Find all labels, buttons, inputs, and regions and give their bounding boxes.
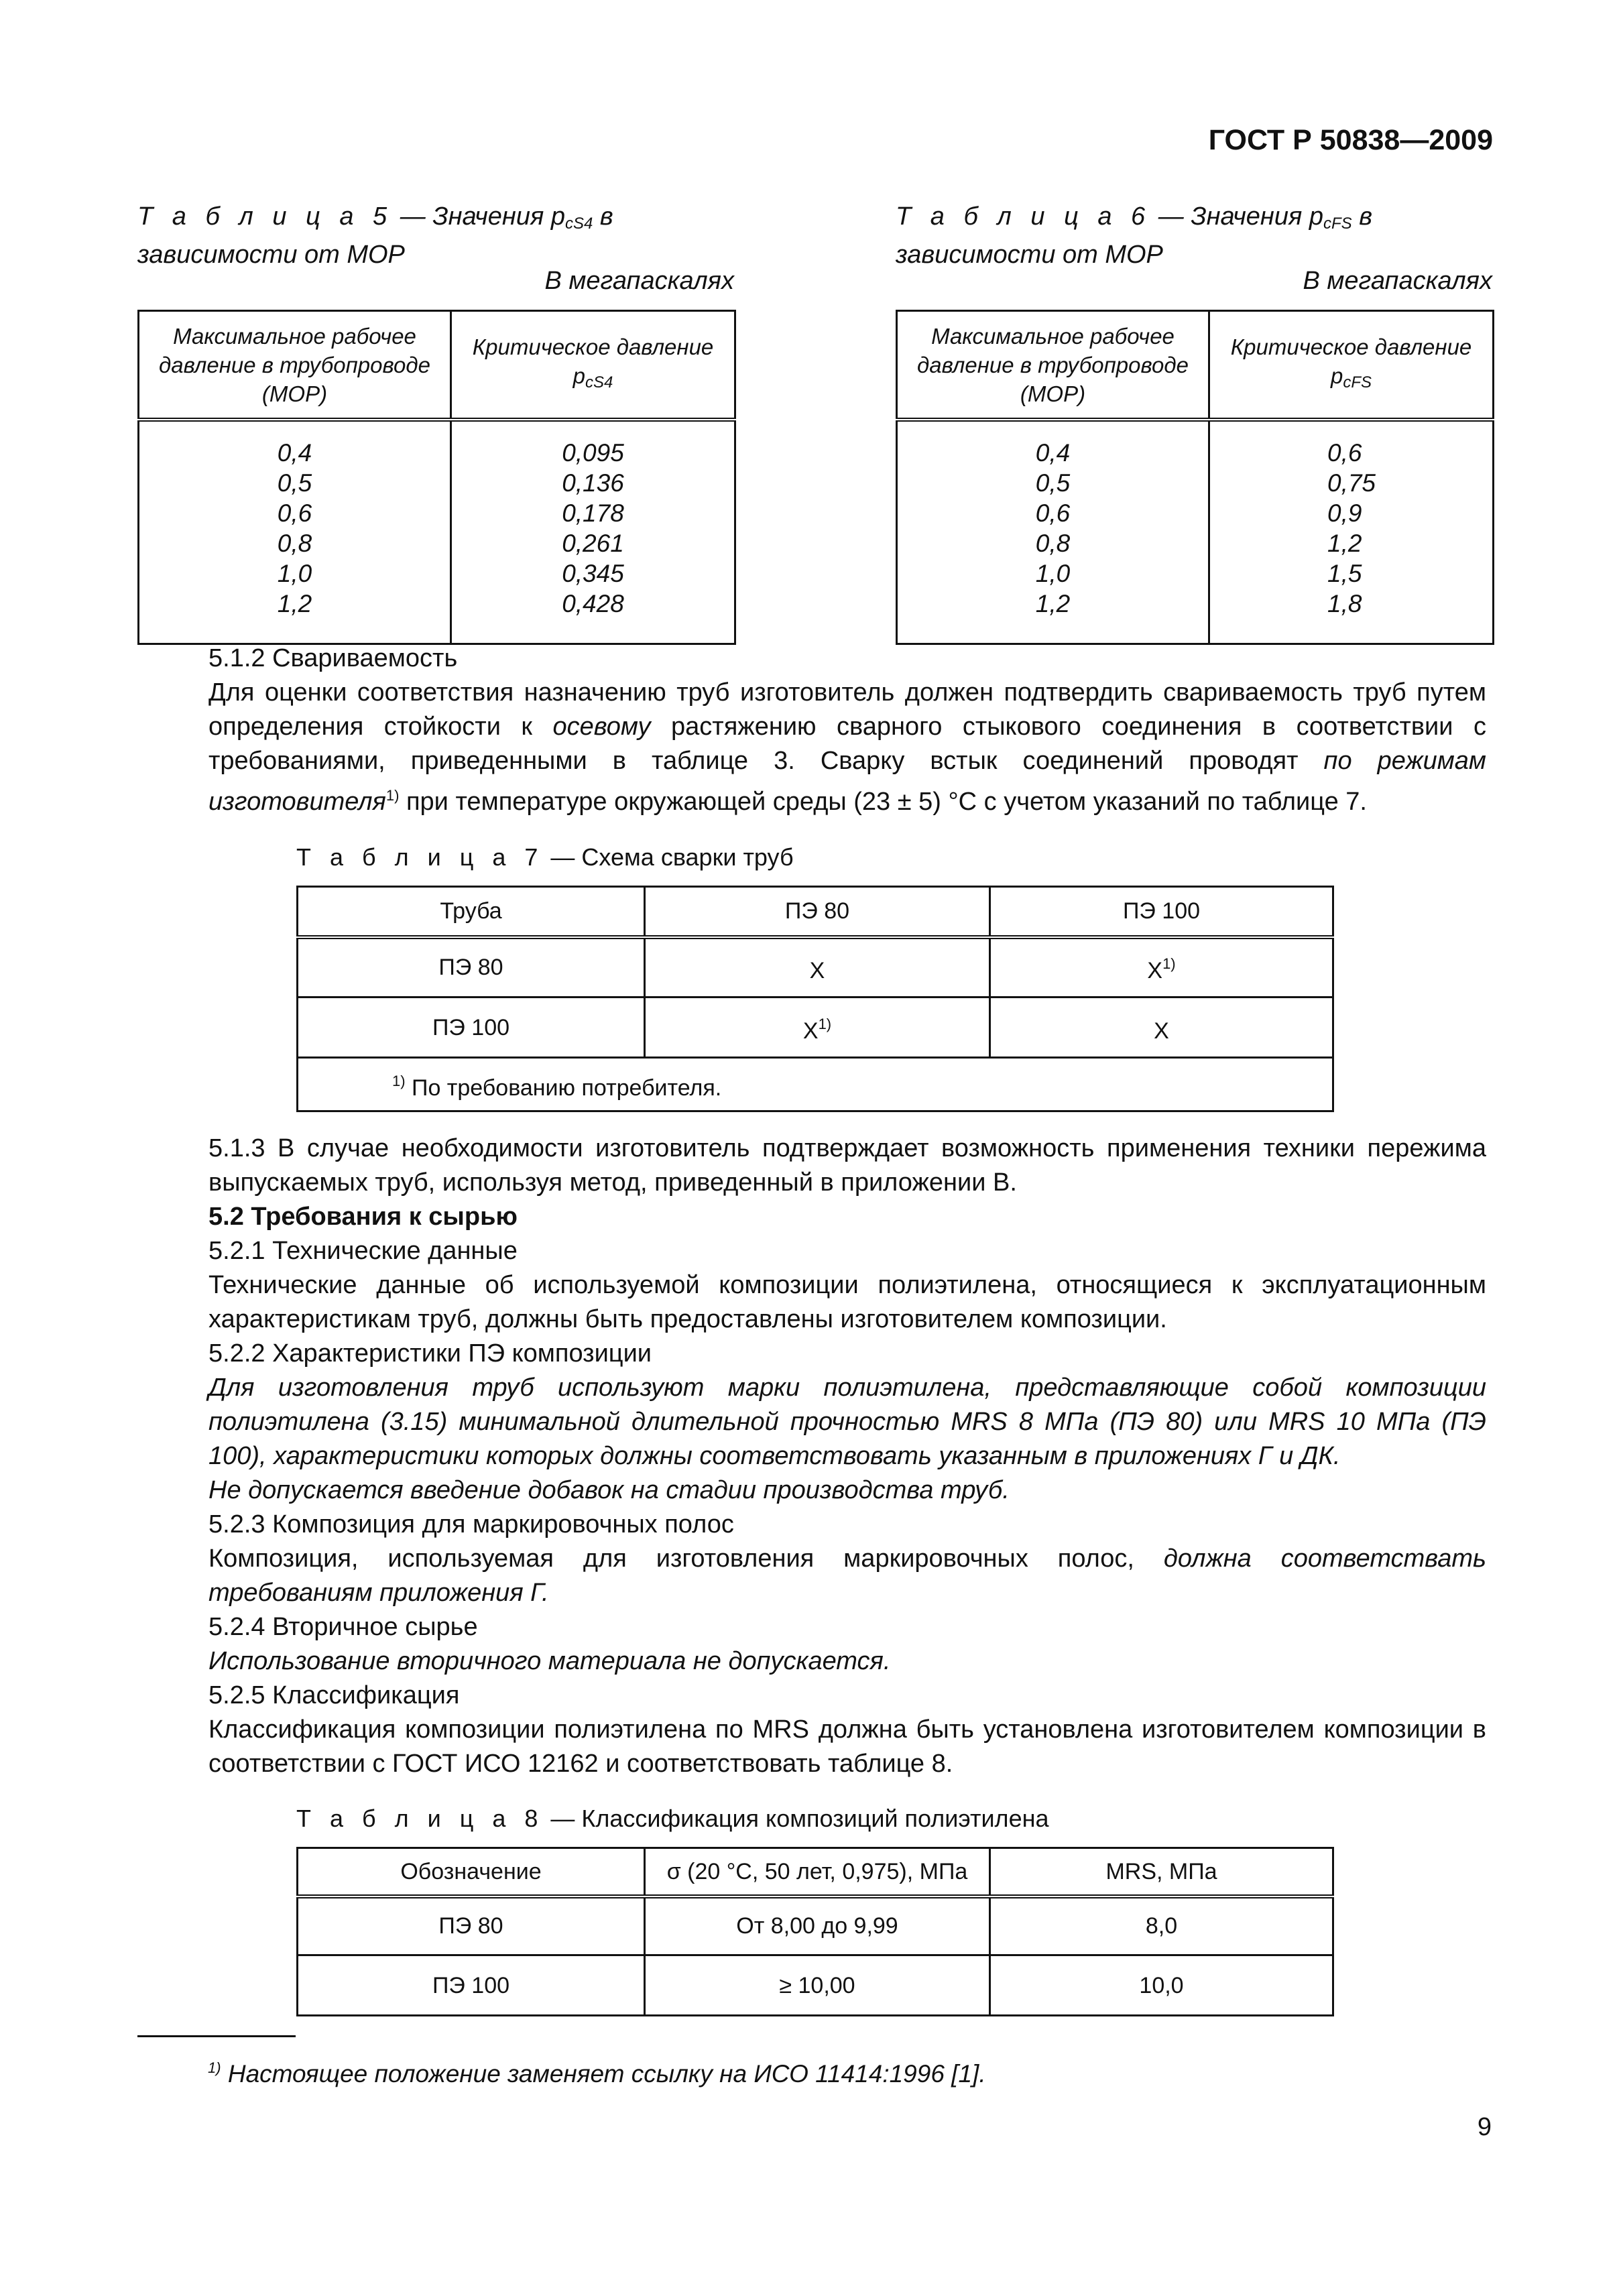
section-heading: 5.2 Требования к сырью bbox=[208, 1203, 518, 1231]
section-5-2 bbox=[137, 1200, 1486, 1781]
table6-pressure-column bbox=[1209, 420, 1494, 644]
table-cell: ≥ 10,00 bbox=[645, 1955, 990, 2016]
table-header-cell: ПЭ 100 bbox=[990, 887, 1333, 937]
section-heading: 5.2.3 Композиция для маркировочных полос bbox=[208, 1510, 734, 1538]
table6-mop-column bbox=[897, 420, 1209, 644]
table-cell: 0,428 bbox=[562, 590, 624, 617]
section-5-1-3 bbox=[137, 1132, 1486, 1200]
table-cell: 1,0 bbox=[1035, 560, 1071, 587]
paragraph: Для оценки соответствия назначению труб изготовитель должен подтвердить свариваемость труб путем определения стойкости к осевому растяжению сварного стыкового соединения в соответствии с требованиями, приведенными в таблице 3. Сварку встык соединений проводят по режимам изготовителя$^{1)}$ при температуре окружающей среды (23 ± 5) °С с учетом указаний по таблице 7. bbox=[208, 678, 1486, 816]
table6-col2-header: Критическое давление $p_{cFS}$ bbox=[1209, 311, 1494, 420]
table-cell: 1,2 bbox=[1327, 530, 1362, 557]
section-heading: 5.1.2 Свариваемость bbox=[208, 644, 458, 672]
table-header-cell: Обозначение bbox=[298, 1848, 645, 1896]
table5-col2-header: Критическое давление $p_{cS4}$ bbox=[451, 311, 735, 420]
table-row bbox=[298, 1955, 1333, 2016]
table5 bbox=[137, 310, 736, 645]
table-cell: $X^{1)}$ bbox=[990, 937, 1333, 998]
paragraph: Для изготовления труб используют марки полиэтилена, представляющие собой композиции полиэтилена (3.15) минимальной длительной прочностью MRS 8 МПа (ПЭ 80) или MRS 10 МПа (ПЭ 100), характеристики которых должны соответствовать указанным в приложениях Г и ДК. bbox=[208, 1374, 1486, 1470]
table6-unit: В мегапаскалях bbox=[1303, 267, 1492, 295]
section-heading: 5.2.2 Характеристики ПЭ композиции bbox=[208, 1339, 652, 1368]
table-cell: 10,0 bbox=[990, 1955, 1333, 2016]
table-cell: 0,6 bbox=[1035, 499, 1071, 527]
footnote-separator bbox=[137, 2035, 296, 2037]
table7-caption: Т а б л и ц а 7 — Схема сварки труб bbox=[296, 843, 794, 871]
table-cell: ПЭ 100 bbox=[298, 1955, 645, 2016]
section-5-1-2 bbox=[137, 642, 1486, 819]
page-footnote: $^{1)}$ Настоящее положение заменяет ссылку на ИСО 11414:1996 [1]. bbox=[208, 2059, 986, 2088]
table-cell: 0,5 bbox=[1035, 469, 1071, 497]
table-cell: 1,0 bbox=[277, 560, 312, 587]
table-cell: 0,6 bbox=[277, 499, 312, 527]
page-number: 9 bbox=[1477, 2113, 1492, 2141]
table6-col1-header: Максимальное рабочее давление в трубопроводе (МОР) bbox=[897, 311, 1209, 420]
table-cell: $X^{1)}$ bbox=[645, 998, 990, 1058]
table7 bbox=[296, 886, 1334, 1112]
document-code: ГОСТ Р 50838—2009 bbox=[1208, 124, 1493, 156]
section-heading: 5.2.1 Технические данные bbox=[208, 1237, 518, 1265]
table8-caption: Т а б л и ц а 8 — Классификация композиций полиэтилена bbox=[296, 1805, 1049, 1832]
table5-caption: Т а б л и ц а 5 — Значения $p_{cS4}$ в зависимости от МОР bbox=[137, 202, 613, 269]
table-cell: 0,8 bbox=[277, 530, 312, 557]
table-cell: ПЭ 80 bbox=[298, 937, 645, 998]
table-row bbox=[298, 998, 1333, 1058]
table-cell: 0,4 bbox=[1035, 439, 1071, 467]
table-cell: 0,6 bbox=[1327, 439, 1362, 467]
table-cell: 1,5 bbox=[1327, 560, 1362, 587]
table5-mop-column bbox=[139, 420, 451, 644]
table-cell: 0,5 bbox=[277, 469, 312, 497]
section-heading: 5.2.4 Вторичное сырье bbox=[208, 1613, 478, 1641]
paragraph: Использование вторичного материала не допускается. bbox=[208, 1647, 891, 1675]
table-header-cell: σ (20 °С, 50 лет, 0,975), МПа bbox=[645, 1848, 990, 1896]
table6-caption: Т а б л и ц а 6 — Значения $p_{cFS}$ в зависимости от МОР bbox=[896, 202, 1373, 269]
table-footnote-row bbox=[298, 1058, 1333, 1111]
table-header-cell: MRS, МПа bbox=[990, 1848, 1333, 1896]
table5-col1-header: Максимальное рабочее давление в трубопроводе (МОР) bbox=[139, 311, 451, 420]
paragraph: 5.1.3 В случае необходимости изготовитель подтверждает возможность применения техники пережима выпускаемых труб, используя метод, приведенный в приложении В. bbox=[208, 1134, 1486, 1197]
table8 bbox=[296, 1847, 1334, 2016]
paragraph: Не допускается введение добавок на стадии производства труб. bbox=[208, 1476, 1010, 1504]
table-cell: 1,8 bbox=[1327, 590, 1362, 617]
table-cell: ПЭ 100 bbox=[298, 998, 645, 1058]
table-cell: 0,75 bbox=[1327, 469, 1376, 497]
table-cell: ПЭ 80 bbox=[298, 1896, 645, 1955]
table-cell: 0,9 bbox=[1327, 499, 1362, 527]
paragraph: Композиция, используемая для изготовления маркировочных полос, должна соответствать требованиям приложения Г. bbox=[208, 1545, 1487, 1607]
table-header-cell: ПЭ 80 bbox=[645, 887, 990, 937]
paragraph: Классификация композиции полиэтилена по MRS должна быть установлена изготовителем композиции в соответствии с ГОСТ ИСО 12162 и соответствовать таблице 8. bbox=[208, 1715, 1486, 1778]
table-cell: 0,4 bbox=[277, 439, 312, 467]
table-cell: 0,136 bbox=[562, 469, 624, 497]
table6 bbox=[896, 310, 1494, 645]
table-cell: 0,095 bbox=[562, 439, 624, 467]
section-heading: 5.2.5 Классификация bbox=[208, 1681, 460, 1709]
table-cell: 0,261 bbox=[562, 530, 624, 557]
table-cell: От 8,00 до 9,99 bbox=[645, 1896, 990, 1955]
table-cell: 0,345 bbox=[562, 560, 624, 587]
table5-pressure-column bbox=[451, 420, 735, 644]
table-row bbox=[298, 937, 1333, 998]
table-row bbox=[298, 1896, 1333, 1955]
table-cell: 1,2 bbox=[277, 590, 312, 617]
paragraph: Технические данные об используемой композиции полиэтилена, относящиеся к эксплуатационным характеристикам труб, должны быть предоставлены изготовителем композиции. bbox=[208, 1271, 1486, 1333]
table5-unit: В мегапаскалях bbox=[544, 267, 734, 295]
table-header-cell: Труба bbox=[298, 887, 645, 937]
table-cell: 0,178 bbox=[562, 499, 624, 527]
table-cell: X bbox=[645, 937, 990, 998]
table7-footnote: $^{1)}$ По требованию потребителя. bbox=[298, 1058, 1333, 1111]
table-cell: 8,0 bbox=[990, 1896, 1333, 1955]
table-cell: 1,2 bbox=[1035, 590, 1071, 617]
table-cell: 0,8 bbox=[1035, 530, 1071, 557]
table-cell: X bbox=[990, 998, 1333, 1058]
